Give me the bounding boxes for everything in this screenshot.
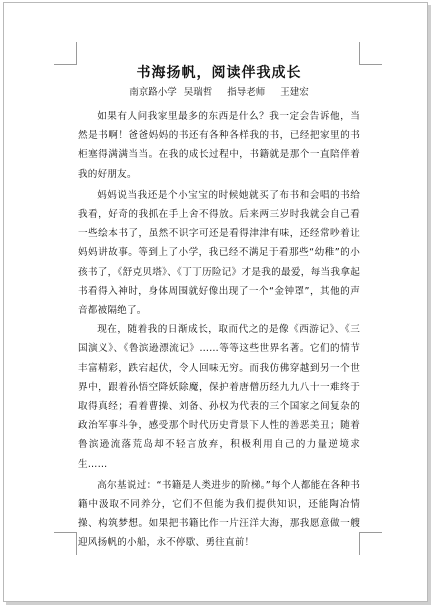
crop-mark-bottom-right	[359, 532, 382, 555]
crop-mark-top-right	[359, 42, 382, 65]
byline	[78, 85, 360, 101]
document-title: 书海扬帆，阅读伴我成长	[136, 65, 302, 81]
paragraph-4: 高尔基说过：“书籍是人类进步的阶梯。”每个人都能在各种书籍中汲取不同养分，它们不但能为我们提供知识，还能陶冶情操、构筑梦想。如果把书籍比作一片汪洋大海，那我愿意做一艘迎风扬帆的小船，永不停歇、勇往直前！	[78, 479, 360, 549]
teacher-label: 指导老师	[227, 87, 266, 98]
crop-mark-bottom-left	[54, 532, 77, 555]
crop-mark-top-left	[54, 42, 77, 65]
author: 南京路小学 吴瑞哲	[129, 87, 213, 98]
teacher-name: 王建宏	[280, 87, 309, 98]
paragraph-3: 现在，随着我的日渐成长，取而代之的是像《西游记》、《三国演义》、《鲁滨逊漂流记》……等等这些世界名著。它们的情节丰富精彩，跌宕起伏，令人回味无穷。而我仿佛穿越到另一个世界中，跟着孙悟空降妖除魔，保护着唐僧历经九九八十一难终于取得真经；看着曹操、刘备、孙权为代表的三个国家之间复杂的政治军事斗争，感受那个时代历史背景下人性的善恶美丑；随着鲁滨逊流落荒岛却不轻言放弃，积极利用自己的力量逆境求生……	[78, 324, 360, 470]
document-body	[78, 63, 360, 553]
paragraph-2: 妈妈说当我还是个小宝宝的时候她就买了布书和会唱的书给我看，好奇的我抓在手上舍不得放。后来两三岁时我就会自己看一些绘本书了，虽然不识字可还是看得津津有味，还经常吵着让妈妈讲故事。等到上了小学，我已经不满足于看那些“幼稚”的小孩书了，《舒克贝塔》、《丁丁历险记》才是我的最爱，每当我拿起书看得入神时，身体周围就好像出现了一个“金钟罩”，其他的声音都被隔绝了。	[78, 189, 360, 317]
paragraph-1: 如果有人问我家里最多的东西是什么？我一定会告诉他，当然是书啊！爸爸妈妈的书还有各种各样我的书，已经把家里的书柜塞得满满当当。在我的成长过程中，书籍就是那个一直陪伴着我的好朋友。	[78, 111, 360, 180]
